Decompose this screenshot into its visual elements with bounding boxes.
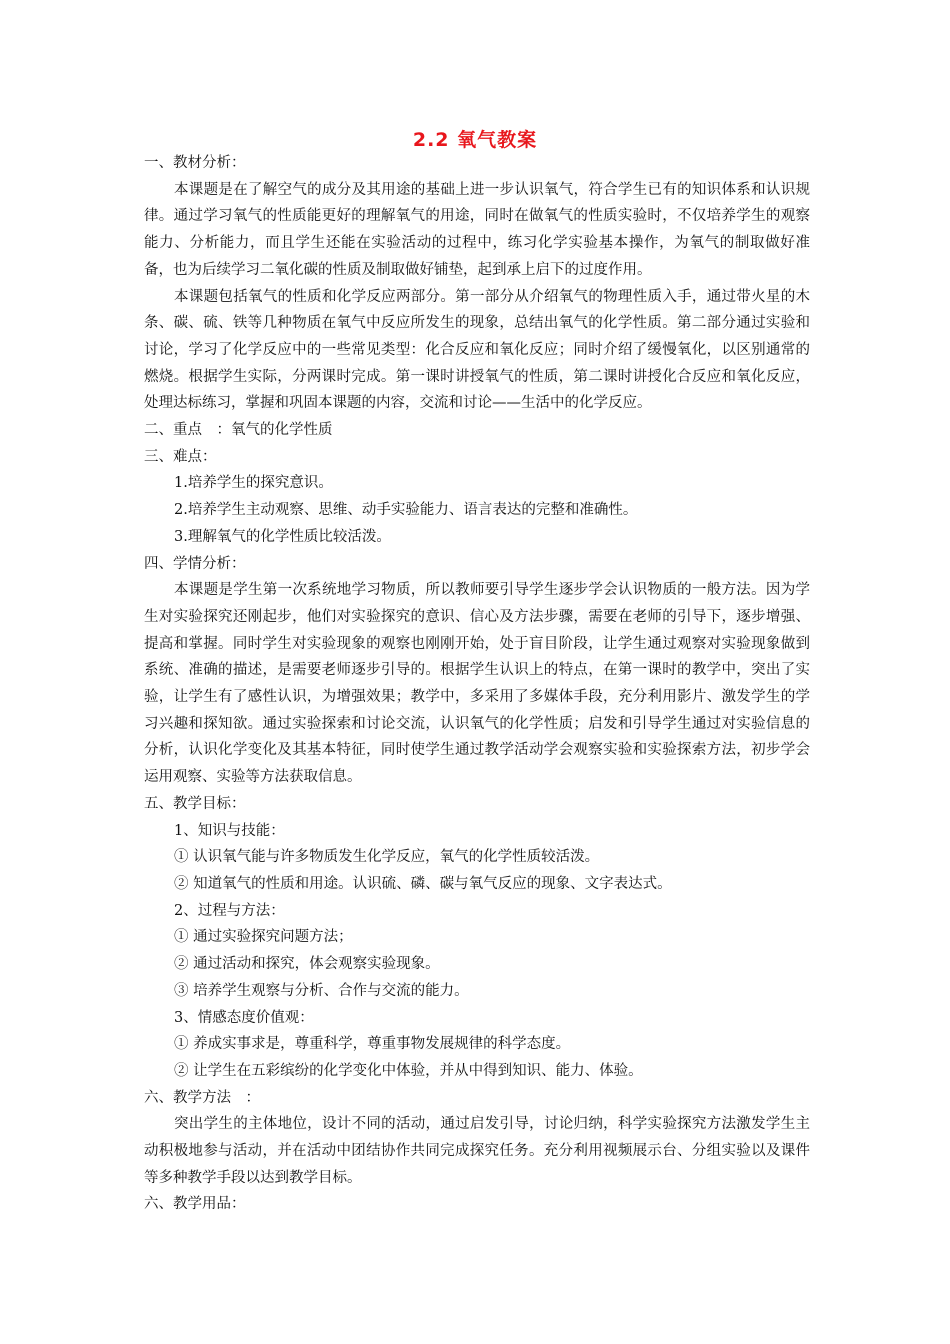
list-item: ② 知道氧气的性质和用途。认识硫、磷、碳与氧气反应的现象、文字表达式。: [174, 875, 672, 892]
document-body: [144, 150, 810, 1218]
list-item: ② 让学生在五彩缤纷的化学变化中体验，并从中得到知识、能力、体验。: [174, 1062, 643, 1079]
list-item: 3、情感态度价值观：: [174, 1009, 314, 1026]
section-heading-teaching-goals: 五、教学目标：: [144, 795, 246, 812]
list-item: 1.培养学生的探究意识。: [174, 475, 333, 492]
list-item: ① 养成实事求是，尊重科学，尊重事物发展规律的科学态度。: [174, 1036, 571, 1053]
section-heading-key-point: 二、重点 ：氧气的化学性质: [144, 422, 333, 439]
section-heading-teaching-method: 六、教学方法 ：: [144, 1089, 260, 1106]
section-heading-textbook-analysis: 一、教材分析：: [144, 155, 246, 171]
paragraph-teaching-method: 突出学生的主体地位，设计不同的活动，通过启发引导，讨论归纳，科学实验探究方法激发学生主动积极地参与活动，并在活动中团结协作共同完成探究任务。充分利用视频展示台、分组实验以及课件等多种教学手段以达到教学目标。: [144, 1116, 810, 1186]
document-title: 2.2 氧气教案: [412, 129, 538, 151]
list-item: 2、过程与方法：: [174, 902, 285, 919]
paragraph-textbook-analysis-1: 本课题是在了解空气的成分及其用途的基础上进一步认识氧气，符合学生已有的知识体系和认识规律。通过学习氧气的性质能更好的理解氧气的用途，同时在做氧气的性质实验时，不仅培养学生的观察能力、分析能力，而且学生还能在实验活动的过程中，练习化学实验基本操作，为氧气的制取做好准备，也为后续学习二氧化碳的性质及制取做好铺垫，起到承上启下的过度作用。: [144, 181, 810, 278]
list-item: 2.培养学生主动观察、思维、动手实验能力、语言表达的完整和准确性。: [174, 502, 638, 519]
paragraph-textbook-analysis-2: 本课题包括氧气的性质和化学反应两部分。第一部分从介绍氧气的物理性质入手，通过带火星的木条、碳、硫、铁等几种物质在氧气中反应所发生的现象，总结出氧气的化学性质。第二部分通过实验和讨论，学习了化学反应中的一些常见类型：化合反应和氧化反应；同时介绍了缓慢氧化，以区别通常的燃烧。根据学生实际，分两课时完成。第一课时讲授氧气的性质，第二课时讲授化合反应和氧化反应，处理达标练习，掌握和巩固本课题的内容，交流和讨论——生活中的化学反应。: [144, 288, 810, 412]
list-item: ② 通过活动和探究，体会观察实验现象。: [174, 956, 440, 973]
list-item: ① 通过实验探究问题方法；: [174, 929, 353, 946]
paragraph-student-analysis: 本课题是学生第一次系统地学习物质，所以教师要引导学生逐步学会认识物质的一般方法。因为学生对实验探究还刚起步，他们对实验探究的意识、信心及方法步骤，需要在老师的引导下，逐步增强、提高和掌握。同时学生对实验现象的观察也刚刚开始，处于盲目阶段，让学生通过观察对实验现象做到系统、准确的描述，是需要老师逐步引导的。根据学生认识上的特点，在第一课时的教学中，突出了实验，让学生有了感性认识，为增强效果；教学中，多采用了多媒体手段，充分利用影片、激发学生的学习兴趣和探知欲。通过实验探索和讨论交流，认识氧气的化学性质；启发和引导学生通过对实验信息的分析，认识化学变化及其基本特征，同时使学生通过教学活动学会观察实验和实验探索方法，初步学会运用观察、实验等方法获取信息。: [144, 582, 810, 786]
section-heading-student-analysis: 四、学情分析：: [144, 555, 246, 572]
section-heading-difficulties: 三、难点：: [144, 448, 217, 465]
section-heading-teaching-materials: 六、教学用品：: [144, 1196, 246, 1213]
list-item: 3.理解氧气的化学性质比较活泼。: [174, 528, 391, 545]
list-item: ① 认识氧气能与许多物质发生化学反应，氧气的化学性质较活泼。: [174, 849, 600, 866]
list-item: 1、知识与技能：: [174, 822, 285, 839]
list-item: ③ 培养学生观察与分析、合作与交流的能力。: [174, 982, 469, 999]
